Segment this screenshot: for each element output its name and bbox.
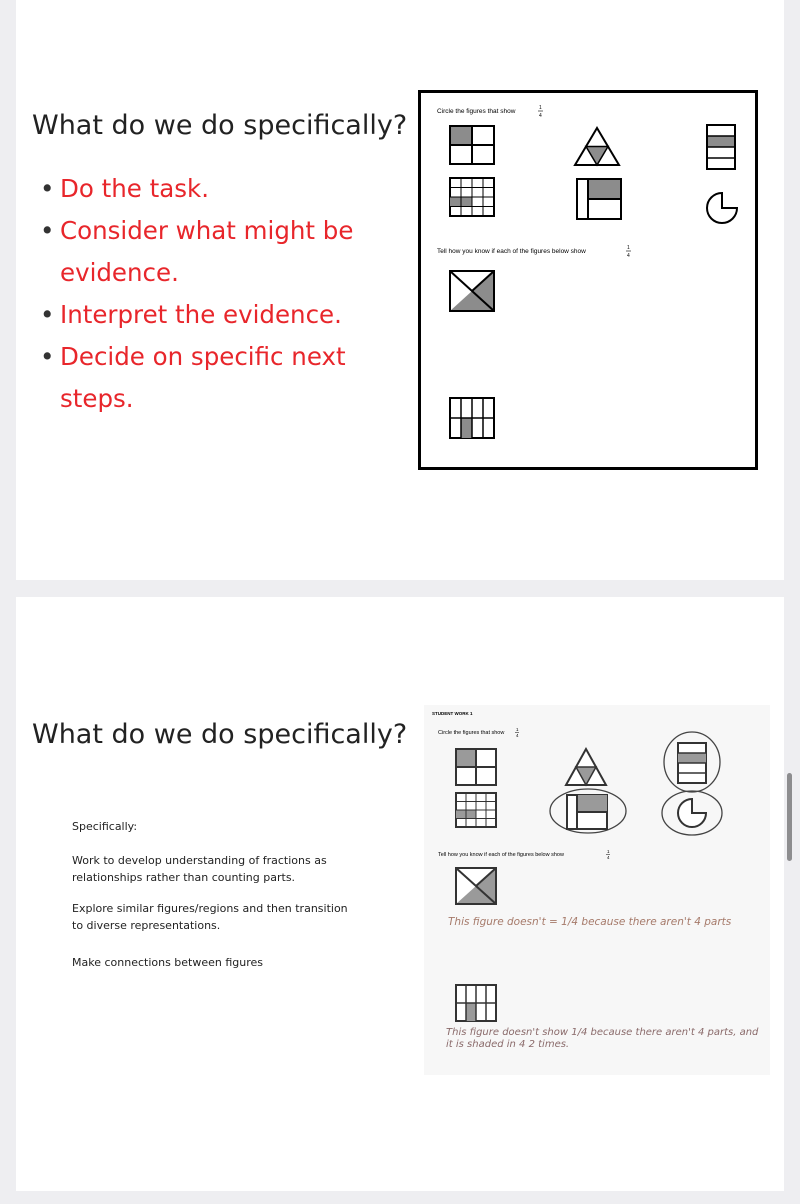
fraction-denominator: 4 [539, 113, 542, 119]
handwritten-answer-1: This figure doesn't = 1/4 because there aren't 4 parts [448, 916, 732, 928]
handwritten-answer-2: This figure doesn't show 1/4 because there aren't 4 parts, and it is shaded in 4 2 times. [446, 1027, 759, 1050]
worksheet-prompt-1: Circle the figures that show [437, 108, 516, 115]
student-work-prompt-1: Circle the figures that show [438, 730, 505, 736]
bullet-item: • Decide on specific next steps. [38, 336, 398, 420]
student-work-prompt-2: Tell how you know if each of the figures below show [438, 852, 564, 858]
worksheet-prompt-2: Tell how you know if each of the figures below show [437, 248, 586, 255]
grid-figure-2 [456, 985, 496, 1021]
svg-text:1: 1 [516, 727, 519, 732]
diagonal-square-figure [450, 271, 494, 311]
circle-figure [707, 193, 737, 223]
slide-2 [16, 597, 784, 1191]
bullet-item: • Do the task. [38, 168, 398, 210]
bullet-list [38, 168, 398, 420]
diagonal-square-figure [456, 868, 496, 904]
specifically-heading: Specifically: [72, 820, 138, 833]
slide-title: What do we do specifically? [32, 110, 408, 141]
student-work-image [424, 705, 770, 1075]
svg-text:1: 1 [607, 849, 610, 854]
circle-figure [662, 791, 722, 835]
svg-text:1: 1 [627, 245, 630, 251]
svg-text:4: 4 [607, 855, 610, 860]
point-item: Work to develop understanding of fractions as relationships rather than counting parts. [72, 854, 327, 884]
bullet-item: • Interpret the evidence. [38, 294, 398, 336]
triangle-figure [566, 749, 606, 785]
grid-figure [450, 178, 494, 216]
unequal-rectangle-figure [577, 179, 621, 219]
grid-figure-2 [450, 398, 494, 438]
fraction-numerator: 1 [539, 105, 542, 111]
svg-text:4: 4 [627, 253, 630, 259]
scrollbar-thumb[interactable] [787, 773, 792, 861]
slide-1 [16, 0, 784, 580]
triangle-figure [575, 128, 619, 165]
worksheet-image [418, 90, 758, 470]
student-work-label: STUDENT WORK 1 [432, 711, 473, 716]
grid-figure [456, 793, 496, 827]
bullet-item: • Consider what might be evidence. [38, 210, 398, 294]
slide-title: What do we do specifically? [32, 719, 408, 750]
square-quarter-figure [450, 126, 494, 164]
square-quarter-figure [456, 749, 496, 785]
horizontal-strips-figure [707, 125, 735, 169]
unequal-rectangle-figure [550, 789, 626, 833]
point-item: Make connections between figures [72, 956, 264, 969]
horizontal-strips-figure [664, 732, 720, 792]
svg-text:4: 4 [516, 733, 519, 738]
point-item: Explore similar figures/regions and then transition to diverse representations. [72, 902, 348, 932]
